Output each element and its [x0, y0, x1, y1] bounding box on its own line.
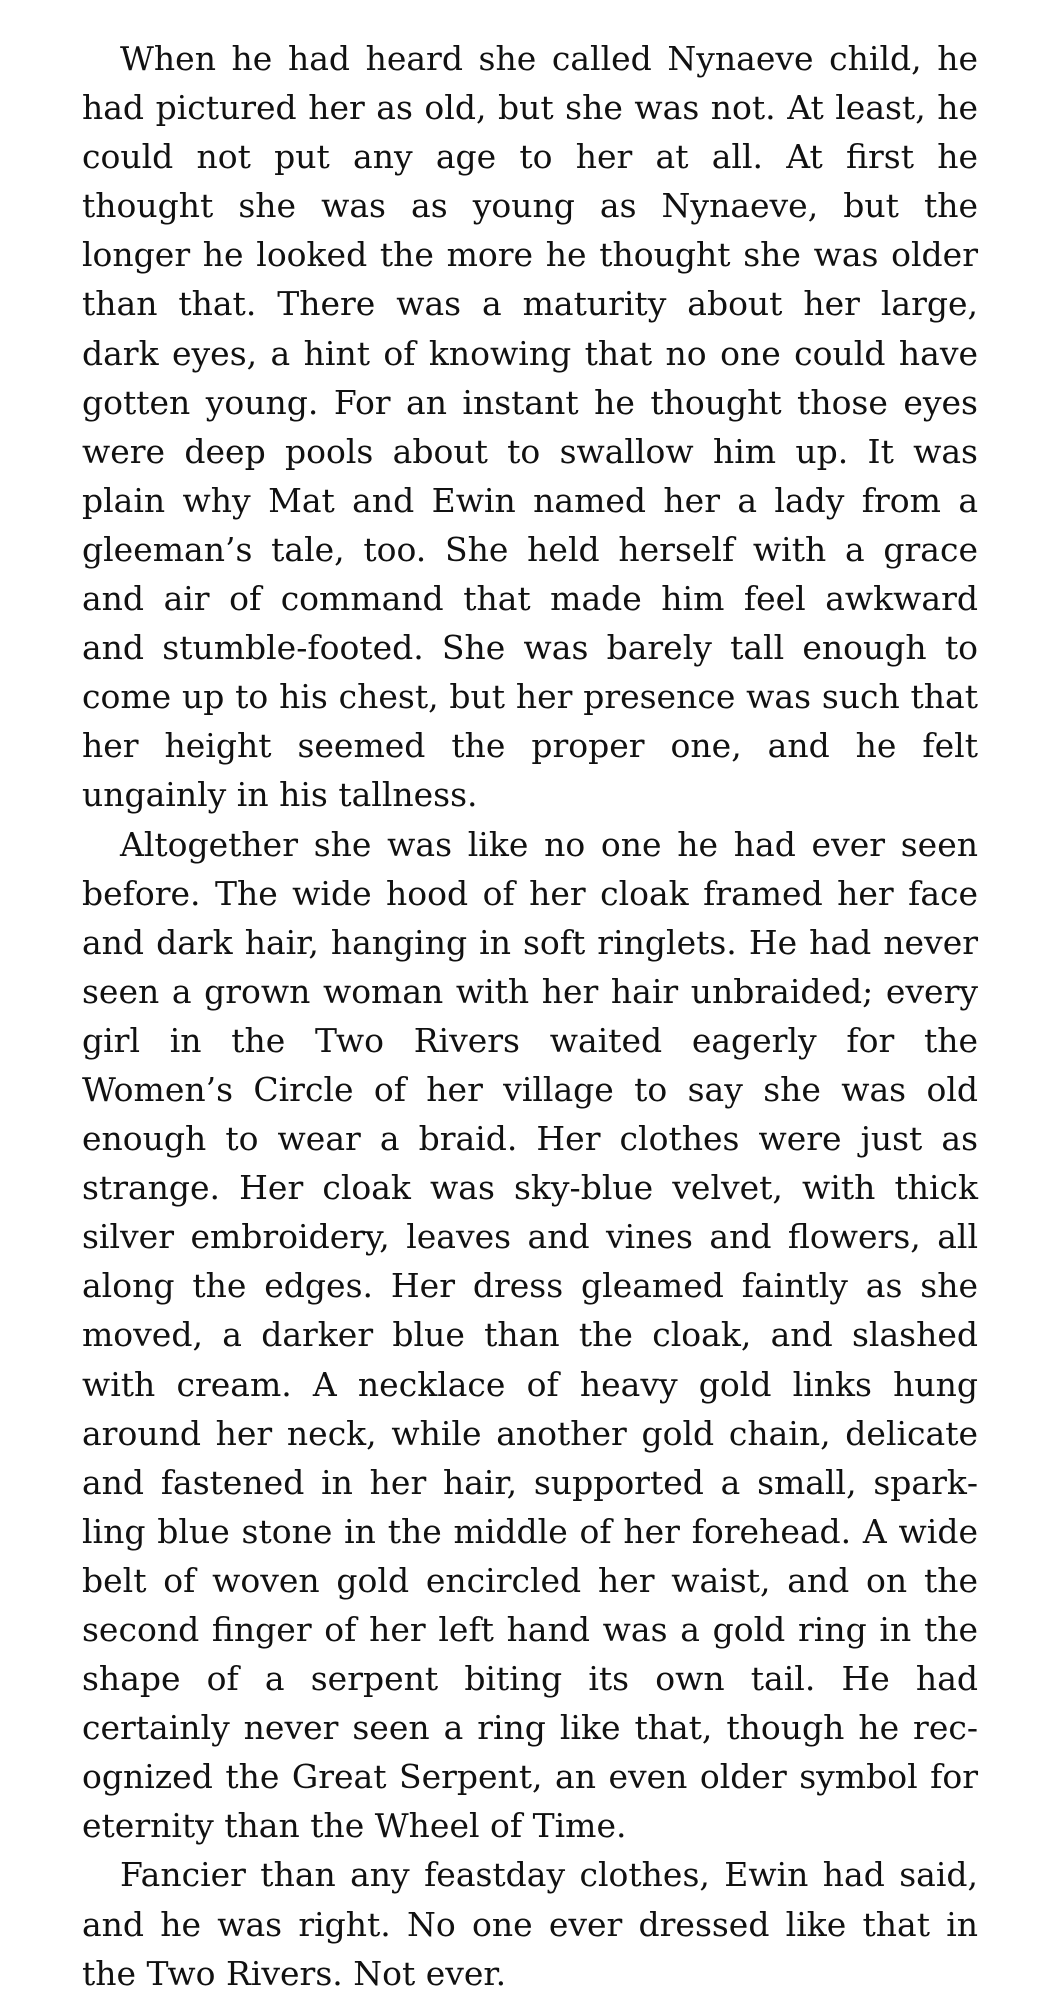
paragraph-3: Fancier than any feastday clothes, Ewin had said, and he was right. No one ever dressed like that in the Two Rivers. Not ever.	[82, 1855, 978, 1993]
paragraph-1: When he had heard she called Nynaeve child, he had pictured her as old, but she was not. At least, he could not put any age to her at all. At first he thought she was as young as Nynaeve, but the longer he looked the more he thought she was older than that. There was a maturity about her large, dark eyes, a hint of knowing that no one could have gotten young. For an instant he thought those eyes were deep pools about to swallow him up. It was plain why Mat and Ewin named her a lady from a gleeman’s tale, too. She held herself with a grace and air of command that made him feel awkward and stumble-footed. She was barely tall enough to come up to his chest, but her presence was such that her height seemed the proper one, and he felt ungainly in his tallness.	[82, 39, 978, 815]
paragraph-2: Altogether she was like no one he had ever seen before. The wide hood of her cloak framed her face and dark hair, hanging in soft ringlets. He had never seen a grown woman with her hair unbraided; every girl in the Two Rivers waited eagerly for the Women’s Circle of her village to say she was old enough to wear a braid. Her clothes were just as strange. Her cloak was sky-blue velvet, with thick silver embroidery, leaves and vines and flowers, all along the edges. Her dress gleamed faintly as she moved, a darker blue than the cloak, and slashed with cream. A necklace of heavy gold links hung around her neck, while another gold chain, delicate and fastened in her hair, supported a small, sparkling blue stone in the middle of her forehead. A wide belt of woven gold encircled her waist, and on the second finger of her left hand was a gold ring in the shape of a serpent biting its own tail. He had certainly never seen a ring like that, though he recognized the Great Serpent, an even older symbol for eternity than the Wheel of Time.	[82, 824, 978, 1846]
